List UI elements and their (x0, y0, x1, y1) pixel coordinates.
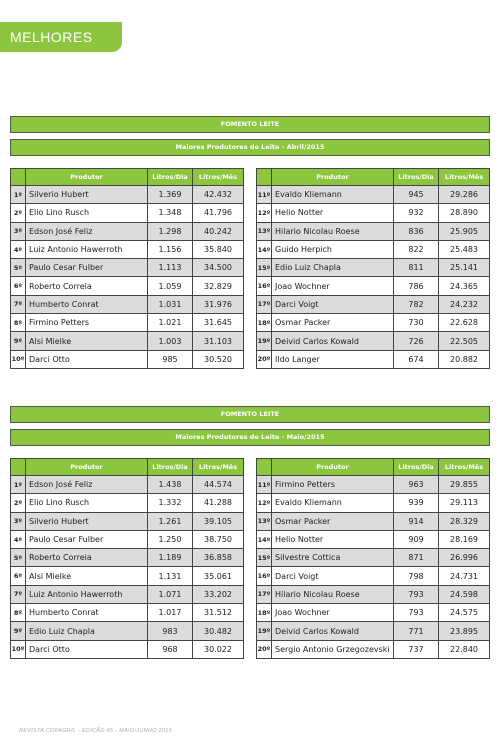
liters-day-cell: 1.156 (148, 240, 193, 258)
liters-day-cell: 1.059 (148, 277, 193, 295)
producer-name-cell: Hilario Nicolau Roese (272, 585, 394, 603)
producer-name-cell: Deivid Carlos Kowald (272, 332, 394, 350)
liters-day-cell: 1.348 (148, 204, 193, 222)
rank-cell: 5º (11, 549, 26, 567)
tables-row (10, 168, 490, 369)
header-liters-day: Litros/Dia (394, 169, 439, 186)
table-row (11, 530, 244, 548)
table-row (11, 567, 244, 585)
table-row (11, 259, 244, 277)
liters-day-cell: 983 (148, 622, 193, 640)
table-row (11, 604, 244, 622)
liters-month-cell: 36.858 (193, 549, 244, 567)
producer-name-cell: Helio Notter (272, 530, 394, 548)
rank-cell: 5º (11, 259, 26, 277)
rank-cell: 3º (11, 512, 26, 530)
producer-name-cell: Darci Otto (26, 640, 148, 658)
liters-month-cell: 31.645 (193, 314, 244, 332)
producer-name-cell: Silverio Hubert (26, 512, 148, 530)
liters-day-cell: 871 (394, 549, 439, 567)
liters-month-cell: 28.890 (439, 204, 490, 222)
producer-name-cell: Paulo Cesar Fulber (26, 259, 148, 277)
ranking-table-left (10, 168, 244, 369)
rank-cell: 8º (11, 314, 26, 332)
table-row (11, 295, 244, 313)
rank-cell: 7º (11, 585, 26, 603)
table-row (257, 240, 490, 258)
liters-month-cell: 34.500 (193, 259, 244, 277)
liters-month-cell: 38.750 (193, 530, 244, 548)
header-rank (257, 459, 272, 476)
header-producer: Produtor (272, 169, 394, 186)
rank-cell: 4º (11, 530, 26, 548)
table-row (257, 549, 490, 567)
table-row (257, 585, 490, 603)
liters-month-cell: 39.105 (193, 512, 244, 530)
table-row (11, 222, 244, 240)
table-row (257, 332, 490, 350)
table-row (257, 222, 490, 240)
liters-day-cell: 1.017 (148, 604, 193, 622)
rank-cell: 18º (257, 604, 272, 622)
rank-cell: 6º (11, 567, 26, 585)
producer-name-cell: Joao Wochner (272, 277, 394, 295)
table-row (257, 314, 490, 332)
liters-month-cell: 35.061 (193, 567, 244, 585)
liters-month-cell: 31.512 (193, 604, 244, 622)
rank-cell: 17º (257, 585, 272, 603)
liters-month-cell: 25.905 (439, 222, 490, 240)
liters-day-cell: 945 (394, 186, 439, 204)
section-subtitle-bar: Maiores Produtores de Leite - Maio/2015 (10, 429, 490, 446)
liters-month-cell: 20.882 (439, 350, 490, 368)
liters-day-cell: 932 (394, 204, 439, 222)
header-rank (257, 169, 272, 186)
producer-name-cell: Roberto Correia (26, 549, 148, 567)
table-row (257, 604, 490, 622)
liters-day-cell: 1.021 (148, 314, 193, 332)
liters-day-cell: 1.071 (148, 585, 193, 603)
table-row (257, 350, 490, 368)
liters-day-cell: 1.250 (148, 530, 193, 548)
rank-cell: 15º (257, 259, 272, 277)
liters-month-cell: 25.483 (439, 240, 490, 258)
rank-cell: 17º (257, 295, 272, 313)
producer-name-cell: Evaldo Kliemann (272, 186, 394, 204)
producer-name-cell: Humberto Conrat (26, 604, 148, 622)
liters-month-cell: 24.575 (439, 604, 490, 622)
table-row (11, 240, 244, 258)
liters-month-cell: 29.855 (439, 476, 490, 494)
table-row (257, 476, 490, 494)
header-producer: Produtor (272, 459, 394, 476)
rank-cell: 11º (257, 476, 272, 494)
rank-cell: 3º (11, 222, 26, 240)
rank-cell: 4º (11, 240, 26, 258)
footer-text: REVISTA COPAGRIL - EDIÇÃO 85 - MAIO/JUNHO 2015 (19, 728, 172, 734)
liters-month-cell: 22.505 (439, 332, 490, 350)
liters-day-cell: 782 (394, 295, 439, 313)
liters-day-cell: 985 (148, 350, 193, 368)
liters-month-cell: 42.432 (193, 186, 244, 204)
rank-cell: 12º (257, 494, 272, 512)
header-liters-month: Litros/Mês (439, 169, 490, 186)
header-liters-month: Litros/Mês (193, 459, 244, 476)
liters-day-cell: 811 (394, 259, 439, 277)
table-row (11, 512, 244, 530)
section-tag: MELHORES (0, 22, 122, 52)
liters-day-cell: 1.369 (148, 186, 193, 204)
producer-name-cell: Helio Notter (272, 204, 394, 222)
table-row (257, 259, 490, 277)
liters-month-cell: 30.520 (193, 350, 244, 368)
table-row (257, 295, 490, 313)
liters-day-cell: 1.189 (148, 549, 193, 567)
liters-day-cell: 914 (394, 512, 439, 530)
producer-name-cell: Sergio Antonio Grzegozevski (272, 640, 394, 658)
table-header-row (257, 169, 490, 186)
liters-day-cell: 1.261 (148, 512, 193, 530)
header-liters-day: Litros/Dia (148, 169, 193, 186)
producer-name-cell: Elio Lino Rusch (26, 204, 148, 222)
producer-name-cell: Firmino Petters (272, 476, 394, 494)
liters-month-cell: 24.598 (439, 585, 490, 603)
liters-day-cell: 737 (394, 640, 439, 658)
table-row (11, 549, 244, 567)
table-row (257, 530, 490, 548)
producer-name-cell: Alsi Mielke (26, 567, 148, 585)
liters-day-cell: 793 (394, 604, 439, 622)
liters-month-cell: 30.022 (193, 640, 244, 658)
rank-cell: 13º (257, 512, 272, 530)
ranking-table-right (256, 458, 490, 659)
liters-day-cell: 963 (394, 476, 439, 494)
header-rank (11, 169, 26, 186)
liters-month-cell: 41.288 (193, 494, 244, 512)
liters-month-cell: 41.796 (193, 204, 244, 222)
liters-day-cell: 786 (394, 277, 439, 295)
liters-month-cell: 33.202 (193, 585, 244, 603)
producer-name-cell: Guido Herpich (272, 240, 394, 258)
liters-day-cell: 798 (394, 567, 439, 585)
liters-month-cell: 29.286 (439, 186, 490, 204)
rank-cell: 7º (11, 295, 26, 313)
table-row (11, 476, 244, 494)
rank-cell: 6º (11, 277, 26, 295)
producer-name-cell: Edio Luiz Chapla (26, 622, 148, 640)
rank-cell: 13º (257, 222, 272, 240)
producer-name-cell: Luiz Antonio Hawerroth (26, 240, 148, 258)
liters-month-cell: 32.829 (193, 277, 244, 295)
table-row (11, 186, 244, 204)
liters-month-cell: 28.169 (439, 530, 490, 548)
table-row (257, 512, 490, 530)
liters-month-cell: 26.996 (439, 549, 490, 567)
liters-month-cell: 44.574 (193, 476, 244, 494)
table-header-row (11, 459, 244, 476)
producer-name-cell: Edson José Feliz (26, 222, 148, 240)
liters-month-cell: 31.976 (193, 295, 244, 313)
rank-cell: 20º (257, 350, 272, 368)
rank-cell: 19º (257, 622, 272, 640)
ranking-table-left (10, 458, 244, 659)
rank-cell: 10º (11, 640, 26, 658)
rank-cell: 9º (11, 332, 26, 350)
liters-month-cell: 28.329 (439, 512, 490, 530)
liters-month-cell: 22.840 (439, 640, 490, 658)
header-liters-day: Litros/Dia (148, 459, 193, 476)
rank-cell: 12º (257, 204, 272, 222)
liters-month-cell: 29.113 (439, 494, 490, 512)
section-title-bar: FOMENTO LEITE (10, 406, 490, 423)
section-title-bar: FOMENTO LEITE (10, 116, 490, 133)
table-row (11, 640, 244, 658)
liters-month-cell: 30.482 (193, 622, 244, 640)
liters-day-cell: 1.332 (148, 494, 193, 512)
producer-name-cell: Darci Voigt (272, 295, 394, 313)
rank-cell: 2º (11, 204, 26, 222)
table-row (11, 350, 244, 368)
table-row (11, 277, 244, 295)
producer-name-cell: Luiz Antonio Hawerroth (26, 585, 148, 603)
header-rank (11, 459, 26, 476)
producer-name-cell: Ildo Langer (272, 350, 394, 368)
liters-day-cell: 968 (148, 640, 193, 658)
rank-cell: 15º (257, 549, 272, 567)
producer-name-cell: Darci Otto (26, 350, 148, 368)
producer-name-cell: Firmino Petters (26, 314, 148, 332)
rank-cell: 1º (11, 476, 26, 494)
liters-day-cell: 771 (394, 622, 439, 640)
table-row (257, 640, 490, 658)
producer-name-cell: Osmar Packer (272, 512, 394, 530)
producer-name-cell: Paulo Cesar Fulber (26, 530, 148, 548)
producer-name-cell: Elio Lino Rusch (26, 494, 148, 512)
rank-cell: 9º (11, 622, 26, 640)
liters-day-cell: 726 (394, 332, 439, 350)
producer-name-cell: Humberto Conrat (26, 295, 148, 313)
liters-day-cell: 909 (394, 530, 439, 548)
liters-month-cell: 23.895 (439, 622, 490, 640)
rank-cell: 18º (257, 314, 272, 332)
liters-day-cell: 939 (394, 494, 439, 512)
liters-day-cell: 674 (394, 350, 439, 368)
producer-name-cell: Edson José Feliz (26, 476, 148, 494)
producer-name-cell: Darci Voigt (272, 567, 394, 585)
ranking-section-april (10, 116, 490, 369)
header-liters-day: Litros/Dia (394, 459, 439, 476)
table-row (11, 314, 244, 332)
liters-day-cell: 1.298 (148, 222, 193, 240)
table-row (257, 204, 490, 222)
liters-day-cell: 1.031 (148, 295, 193, 313)
liters-day-cell: 822 (394, 240, 439, 258)
header-liters-month: Litros/Mês (439, 459, 490, 476)
rank-cell: 16º (257, 567, 272, 585)
header-producer: Produtor (26, 459, 148, 476)
rank-cell: 1º (11, 186, 26, 204)
producer-name-cell: Hilario Nicolau Roese (272, 222, 394, 240)
header-liters-month: Litros/Mês (193, 169, 244, 186)
rank-cell: 10º (11, 350, 26, 368)
producer-name-cell: Edio Luiz Chapla (272, 259, 394, 277)
rank-cell: 14º (257, 240, 272, 258)
liters-month-cell: 24.731 (439, 567, 490, 585)
producer-name-cell: Deivid Carlos Kowald (272, 622, 394, 640)
table-row (11, 622, 244, 640)
producer-name-cell: Osmar Packer (272, 314, 394, 332)
table-row (11, 494, 244, 512)
ranking-section-may (10, 406, 490, 659)
rank-cell: 19º (257, 332, 272, 350)
rank-cell: 20º (257, 640, 272, 658)
liters-day-cell: 730 (394, 314, 439, 332)
ranking-table-right (256, 168, 490, 369)
liters-month-cell: 24.365 (439, 277, 490, 295)
header-producer: Produtor (26, 169, 148, 186)
producer-name-cell: Roberto Correia (26, 277, 148, 295)
liters-month-cell: 24.232 (439, 295, 490, 313)
liters-day-cell: 1.131 (148, 567, 193, 585)
liters-month-cell: 35.840 (193, 240, 244, 258)
table-row (11, 204, 244, 222)
producer-name-cell: Silvestre Cottica (272, 549, 394, 567)
table-row (257, 494, 490, 512)
liters-day-cell: 1.438 (148, 476, 193, 494)
section-subtitle-bar: Maiores Produtores de Leite - Abril/2015 (10, 139, 490, 156)
rank-cell: 8º (11, 604, 26, 622)
liters-month-cell: 22.628 (439, 314, 490, 332)
liters-day-cell: 1.113 (148, 259, 193, 277)
rank-cell: 16º (257, 277, 272, 295)
liters-day-cell: 1.003 (148, 332, 193, 350)
liters-month-cell: 25.141 (439, 259, 490, 277)
table-row (257, 622, 490, 640)
tables-row (10, 458, 490, 659)
table-row (257, 567, 490, 585)
table-header-row (11, 169, 244, 186)
table-header-row (257, 459, 490, 476)
liters-month-cell: 40.242 (193, 222, 244, 240)
rank-cell: 11º (257, 186, 272, 204)
producer-name-cell: Evaldo Kliemann (272, 494, 394, 512)
producer-name-cell: Silverio Hubert (26, 186, 148, 204)
table-row (11, 332, 244, 350)
producer-name-cell: Alsi Mielke (26, 332, 148, 350)
liters-month-cell: 31.103 (193, 332, 244, 350)
producer-name-cell: Joao Wochner (272, 604, 394, 622)
liters-day-cell: 793 (394, 585, 439, 603)
table-row (257, 186, 490, 204)
table-row (11, 585, 244, 603)
rank-cell: 14º (257, 530, 272, 548)
liters-day-cell: 836 (394, 222, 439, 240)
rank-cell: 2º (11, 494, 26, 512)
table-row (257, 277, 490, 295)
